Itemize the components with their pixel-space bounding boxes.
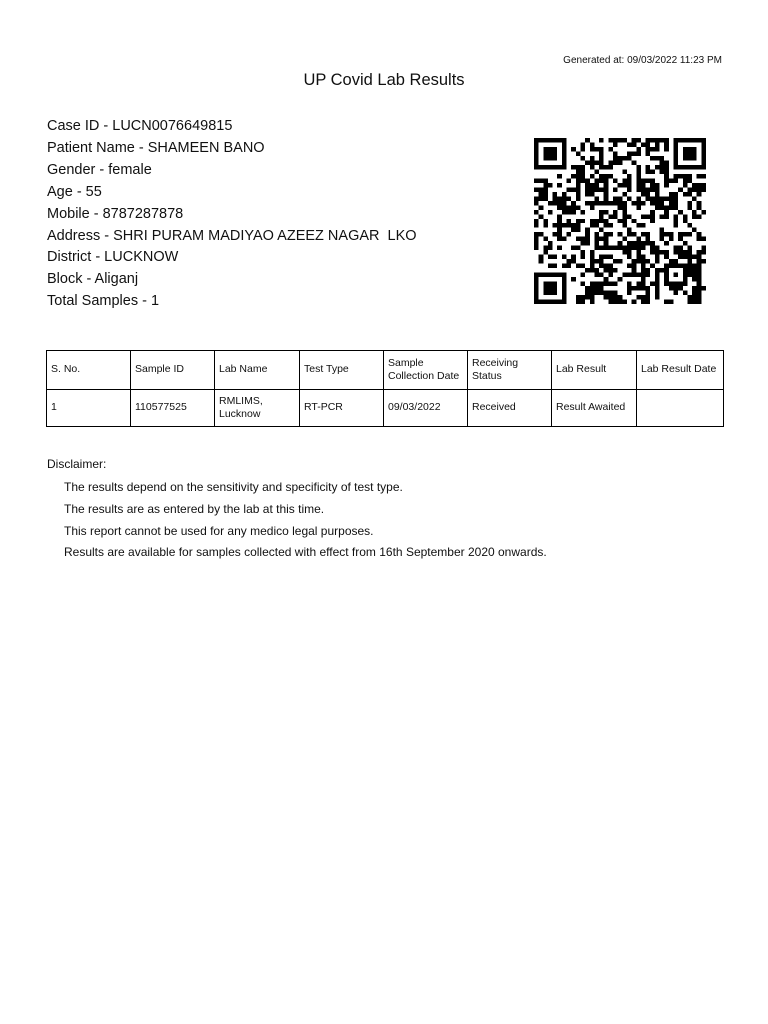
- header-receiving-status: Receiving Status: [468, 351, 552, 390]
- cell-test-type: RT-PCR: [300, 390, 384, 427]
- header-test-type: Test Type: [300, 351, 384, 390]
- disclaimer-list: [47, 477, 547, 564]
- header-lab-name: Lab Name: [215, 351, 300, 390]
- disclaimer-title: Disclaimer:: [47, 457, 107, 471]
- cell-s-no: 1: [47, 390, 131, 427]
- disclaimer-item: The results are as entered by the lab at this time.: [64, 501, 325, 516]
- cell-receiving-status: Received: [468, 390, 552, 427]
- qr-code-icon: [534, 138, 706, 304]
- patient-address: Address - SHRI PURAM MADIYAO AZEEZ NAGAR LKO: [47, 227, 417, 244]
- disclaimer-item: The results depend on the sensitivity and specificity of test type.: [64, 480, 403, 494]
- patient-name: Patient Name - SHAMEEN BANO: [47, 139, 265, 156]
- results-table: [46, 350, 724, 427]
- patient-details: [47, 116, 417, 313]
- patient-gender: Gender - female: [47, 161, 152, 178]
- header-sample-collection-date: Sample Collection Date: [384, 351, 468, 390]
- cell-sample-collection-date: 09/03/2022: [384, 390, 468, 427]
- disclaimer: [47, 456, 547, 564]
- disclaimer-item: Results are available for samples collected with effect from 16th September 2020 onwards.: [64, 545, 547, 560]
- cell-lab-result: Result Awaited: [552, 390, 637, 427]
- generated-timestamp: Generated at: 09/03/2022 11:23 PM: [563, 55, 722, 66]
- page-title: UP Covid Lab Results: [303, 71, 465, 89]
- table-row: [47, 390, 724, 427]
- patient-district: District - LUCKNOW: [47, 249, 179, 266]
- patient-mobile: Mobile - 8787287878: [47, 205, 184, 222]
- patient-age: Age - 55: [47, 183, 102, 200]
- header-lab-result-date: Lab Result Date: [637, 351, 724, 390]
- patient-block: Block - Aliganj: [47, 271, 139, 288]
- header-lab-result: Lab Result: [552, 351, 637, 390]
- cell-lab-result-date: [637, 390, 724, 427]
- header-s-no: S. No.: [47, 351, 131, 390]
- total-samples: Total Samples - 1: [47, 293, 160, 310]
- case-id: Case ID - LUCN0076649815: [47, 118, 233, 134]
- disclaimer-item: This report cannot be used for any medico legal purposes.: [64, 523, 374, 538]
- cell-lab-name: RMLIMS, Lucknow: [215, 390, 300, 427]
- table-header-row: [47, 351, 724, 390]
- header-sample-id: Sample ID: [131, 351, 215, 390]
- cell-sample-id: 110577525: [131, 390, 215, 427]
